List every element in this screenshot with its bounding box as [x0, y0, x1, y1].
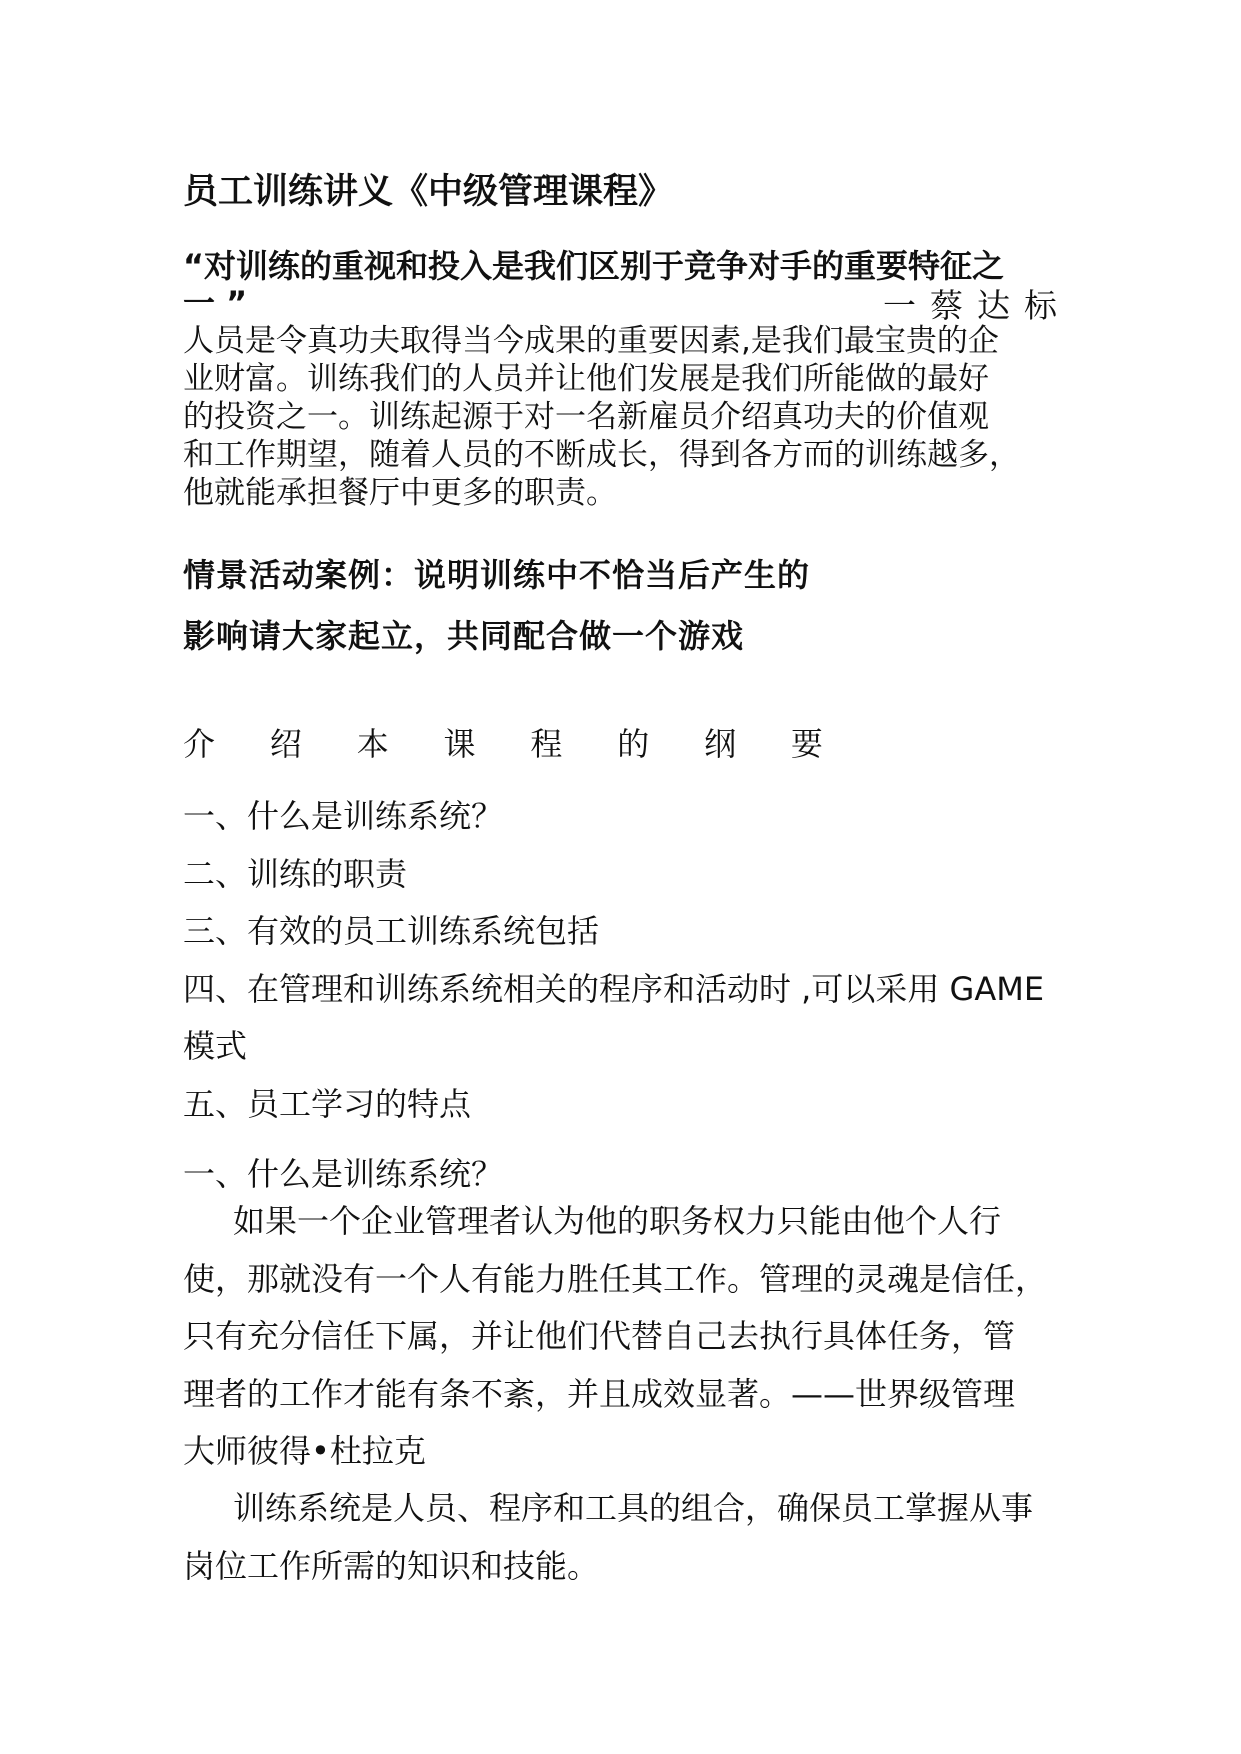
scenario-line-2: 影响请大家起立，共同配合做一个游戏 [183, 617, 745, 655]
scenario-line-1: 情景活动案例：说明训练中不恰当后产生的 [183, 556, 811, 594]
intro-line: 业财富。训练我们的人员并让他们发展是我们所能做的最好 [183, 361, 989, 397]
section-paragraph-2 [183, 1480, 1063, 1595]
intro-line: 和工作期望，随着人员的不断成长，得到各方而的训练越多， [183, 437, 1020, 473]
paragraph-line: 训练系统是人员、程序和工具的组合，确保员工掌握从事 [233, 1489, 1034, 1527]
section-heading: 一、什么是训练系统？ [183, 1155, 504, 1193]
quote-line-2: 一 ” [183, 284, 248, 322]
paragraph-line: 岗位工作所需的知识和技能。 [183, 1546, 600, 1585]
intro-line: 人员是令真功夫取得当今成果的重要因素,是我们最宝贵的企 [183, 323, 999, 359]
outline-item: 五、员工学习的特点 [183, 1085, 472, 1123]
outline-title-char: 介 [183, 725, 216, 763]
outline-title-char: 纲 [704, 725, 737, 763]
outline-item: 四、在管理和训练系统相关的程序和活动时 ,可以采用 GAME [183, 970, 1045, 1008]
outline-title-char: 课 [443, 725, 476, 763]
outline-title-char: 本 [356, 725, 389, 763]
outline-title-char: 程 [530, 725, 563, 763]
paragraph-line: 理者的工作才能有条不紊，并且成效显著。——世界级管理 [183, 1374, 1016, 1413]
intro-line: 的投资之一。训练起源于对一名新雇员介绍真功夫的价值观 [183, 399, 989, 435]
outline-title [183, 722, 823, 766]
paragraph-line: 大师彼得•杜拉克 [183, 1432, 426, 1470]
paragraph-line: 如果一个企业管理者认为他的职务权力只能由他个人行 [233, 1202, 1002, 1240]
outline-item-continuation: 模式 [183, 1027, 248, 1065]
quote-line-1: “对训练的重视和投入是我们区别于竞争对手的重要特征之 [183, 247, 1005, 285]
outline-title-char: 的 [617, 725, 650, 763]
section-paragraph-1 [183, 1193, 1063, 1481]
paragraph-line: 只有充分信任下属，并让他们代替自己去执行具体任务，管 [183, 1317, 1016, 1355]
outline-item: 一、什么是训练系统？ [183, 797, 504, 835]
outline-item: 三、有效的员工训练系统包括 [183, 912, 600, 950]
outline-title-char: 绍 [269, 725, 302, 763]
outline-title-char: 要 [790, 725, 823, 763]
paragraph-line: 使，那就没有一个人有能力胜任其工作。管理的灵魂是信任， [183, 1259, 1048, 1298]
outline-item: 二、训练的职责 [183, 855, 408, 893]
intro-paragraph [183, 322, 1063, 512]
intro-line: 他就能承担餐厅中更多的职责。 [183, 475, 617, 511]
document-title: 员工训练讲义《中级管理课程》 [183, 172, 674, 212]
quote-author: 一蔡达标 [883, 286, 1071, 325]
